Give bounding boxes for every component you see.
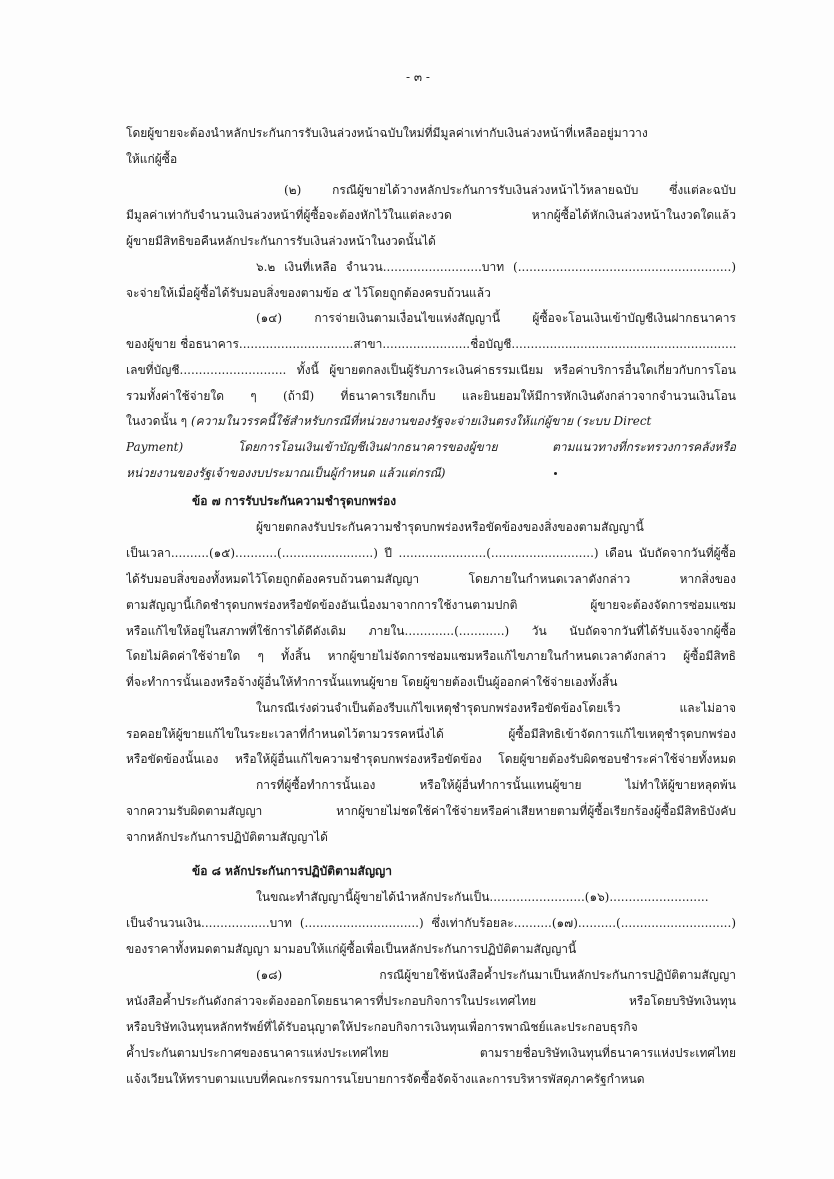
page-number: - ๓ -	[406, 70, 430, 84]
text-line: (๑๔) การจ่ายเงินตามเงื่อนไขแห่งสัญญานี้ ผู้ซื้อจะโอนเงินเข้าบัญชีเงินฝากธนาคาร	[256, 311, 736, 325]
text-line: หรือบริษัทเงินทุนหลักทรัพย์ที่ได้รับอนุญาตให้ประกอบกิจการเงินทุนเพื่อการพาณิชย์และประกอบธุรกิจ	[126, 1020, 638, 1034]
italic-note: (ความในวรรคนี้ใช้สำหรับกรณีที่หน่วยงานของรัฐจะจ่ายเงินตรงให้แก่ผู้ขาย (ระบบ Direct	[190, 414, 652, 428]
text-line: ผู้ขายตกลงรับประกันความชำรุดบกพร่องหรือขัดข้องของสิ่งของตามสัญญานี้	[256, 520, 644, 534]
text-line: โดยไม่คิดค่าใช้จ่ายใด ๆ ทั้งสิ้น หากผู้ขายไม่จัดการซ่อมแซมหรือแก้ไขภายในกำหนดเวลาดังกล่าว ผู้ซื้อมีสิทธิ	[126, 649, 736, 663]
text-line: จากความรับผิดตามสัญญา หากผู้ขายไม่ชดใช้ค่าใช้จ่ายหรือค่าเสียหายตามที่ผู้ซื้อเรียกร้องผู้ซื้อมีสิทธิบังคับ	[126, 804, 736, 818]
italic-note: Payment) โดยการโอนเงินเข้าบัญชีเงินฝากธนาคารของผู้ขาย ตามแนวทางที่กระทรวงการคลังหรือ	[126, 440, 736, 454]
text-line: ได้รับมอบสิ่งของทั้งหมดไว้โดยถูกต้องครบถ้วนตามสัญญา โดยภายในกำหนดเวลาดังกล่าว หากสิ่งของ	[126, 572, 736, 586]
text-line: ผู้ขายมีสิทธิขอคืนหลักประกันการรับเงินล่วงหน้าในงวดนั้นได้	[126, 234, 436, 248]
text-line: เลขที่บัญชี............................ ทั้งนี้ ผู้ขายตกลงเป็นผู้รับภาระเงินค่าธรรมเนียม หรือค่าบริการอื่นใดเกี่ยวกับการโอน	[126, 363, 736, 377]
text-line: โดยผู้ขายจะต้องนำหลักประกันการรับเงินล่วงหน้าฉบับใหม่ที่มีมูลค่าเท่ากับเงินล่วงหน้าที่เหลืออยู่มาวาง	[126, 126, 648, 140]
text-line: ตามสัญญานี้เกิดชำรุดบกพร่องหรือขัดข้องอันเนื่องมาจากการใช้งานตามปกติ ผู้ขายจะต้องจัดการซ่อมแซม	[126, 598, 736, 612]
text-line: มีมูลค่าเท่ากับจำนวนเงินล่วงหน้าที่ผู้ซื้อจะต้องหักไว้ในแต่ละงวด หากผู้ซื้อได้หักเงินล่วงหน้าในงวดใดแล้ว	[126, 208, 736, 222]
text-line: ให้แก่ผู้ซื้อ	[126, 152, 178, 166]
text-line: รอคอยให้ผู้ขายแก้ไขในระยะเวลาที่กำหนดไว้ตามวรรคหนึ่งได้ ผู้ซื้อมีสิทธิเข้าจัดการแก้ไขเหตุชำรุดบกพร่อง	[126, 727, 736, 741]
text-line: ที่จะทำการนั้นเองหรือจ้างผู้อื่นให้ทำการนั้นแทนผู้ขาย โดยผู้ขายต้องเป็นผู้ออกค่าใช้จ่ายเองทั้งสิ้น	[126, 675, 618, 689]
clause-heading: ข้อ ๗ การรับประกันความชำรุดบกพร่อง	[192, 494, 397, 508]
text-line: เป็นเวลา..........(๑๕)...........(........................) ปี .......................(...........................) เดือน นับถัดจากวันที่ผู้ซื้อ	[126, 546, 736, 560]
text-line: จากหลักประกันการปฏิบัติตามสัญญาได้	[126, 830, 328, 844]
text-line: หรือขัดข้องนั้นเอง หรือให้ผู้อื่นแก้ไขความชำรุดบกพร่องหรือขัดข้อง โดยผู้ขายต้องรับผิดชอบชำระค่าใช้จ่ายทั้งหมด	[126, 752, 736, 766]
text-line: การที่ผู้ซื้อทำการนั้นเอง หรือให้ผู้อื่นทำการนั้นแทนผู้ขาย ไม่ทำให้ผู้ขายหลุดพ้น	[256, 778, 736, 792]
text-line: (๒) กรณีผู้ขายได้วางหลักประกันการรับเงินล่วงหน้าไว้หลายฉบับ ซึ่งแต่ละฉบับ	[284, 183, 736, 197]
text-line: หนังสือค้ำประกันดังกล่าวจะต้องออกโดยธนาคารที่ประกอบกิจการในประเทศไทย หรือโดยบริษัทเงินทุน	[126, 994, 736, 1008]
text-line: ในขณะทำสัญญานี้ผู้ขายได้นำหลักประกันเป็น.........................(๑๖)..........................	[256, 890, 709, 904]
text-run: ในงวดนั้น ๆ	[126, 414, 191, 428]
text-line: จะจ่ายให้เมื่อผู้ซื้อได้รับมอบสิ่งของตามข้อ ๕ ไว้โดยถูกต้องครบถ้วนแล้ว	[126, 286, 491, 300]
text-line: ในกรณีเร่งด่วนจำเป็นต้องรีบแก้ไขเหตุชำรุดบกพร่องหรือขัดข้องโดยเร็ว และไม่อาจ	[256, 701, 736, 715]
text-line: ค้ำประกันตามประกาศของธนาคารแห่งประเทศไทย ตามรายชื่อบริษัทเงินทุนที่ธนาคารแห่งประเทศไทย	[126, 1046, 736, 1060]
text-line: (๑๘) กรณีผู้ขายใช้หนังสือค้ำประกันมาเป็นหลักประกันการปฏิบัติตามสัญญา	[256, 968, 736, 982]
stray-dot	[554, 472, 557, 475]
clause-heading: ข้อ ๘ หลักประกันการปฏิบัติตามสัญญา	[192, 864, 393, 878]
text-line: รวมทั้งค่าใช้จ่ายใด ๆ (ถ้ามี) ที่ธนาคารเรียกเก็บ และยินยอมให้มีการหักเงินดังกล่าวจากจำนวนเงินโอน	[126, 389, 736, 403]
italic-note: หน่วยงานของรัฐเจ้าของงบประมาณเป็นผู้กำหนด แล้วแต่กรณี)	[126, 466, 446, 480]
text-line: หรือแก้ไขให้อยู่ในสภาพที่ใช้การได้ดีดังเดิม ภายใน.............(............) วัน นับถัดจากวันที่ได้รับแจ้งจากผู้ซื้อ	[126, 624, 736, 638]
text-line: เป็นจำนวนเงิน..................บาท (..............................) ซึ่งเท่ากับร้อยละ..........(๑๗)..........(.............................)	[126, 916, 736, 930]
text-line: แจ้งเวียนให้ทราบตามแบบที่คณะกรรมการนโยบายการจัดซื้อจัดจ้างและการบริหารพัสดุภาครัฐกำหนด	[126, 1072, 645, 1086]
text-line: ของผู้ขาย ชื่อธนาคาร..............................สาขา.......................ชื่อบัญชี...........................................................	[126, 337, 736, 351]
text-line: ๖.๒ เงินที่เหลือ จำนวน..........................บาท (........................................................)	[256, 260, 736, 274]
text-line: ของราคาทั้งหมดตามสัญญา มามอบให้แก่ผู้ซื้อเพื่อเป็นหลักประกันการปฏิบัติตามสัญญานี้	[126, 942, 577, 956]
text-line	[126, 412, 736, 430]
